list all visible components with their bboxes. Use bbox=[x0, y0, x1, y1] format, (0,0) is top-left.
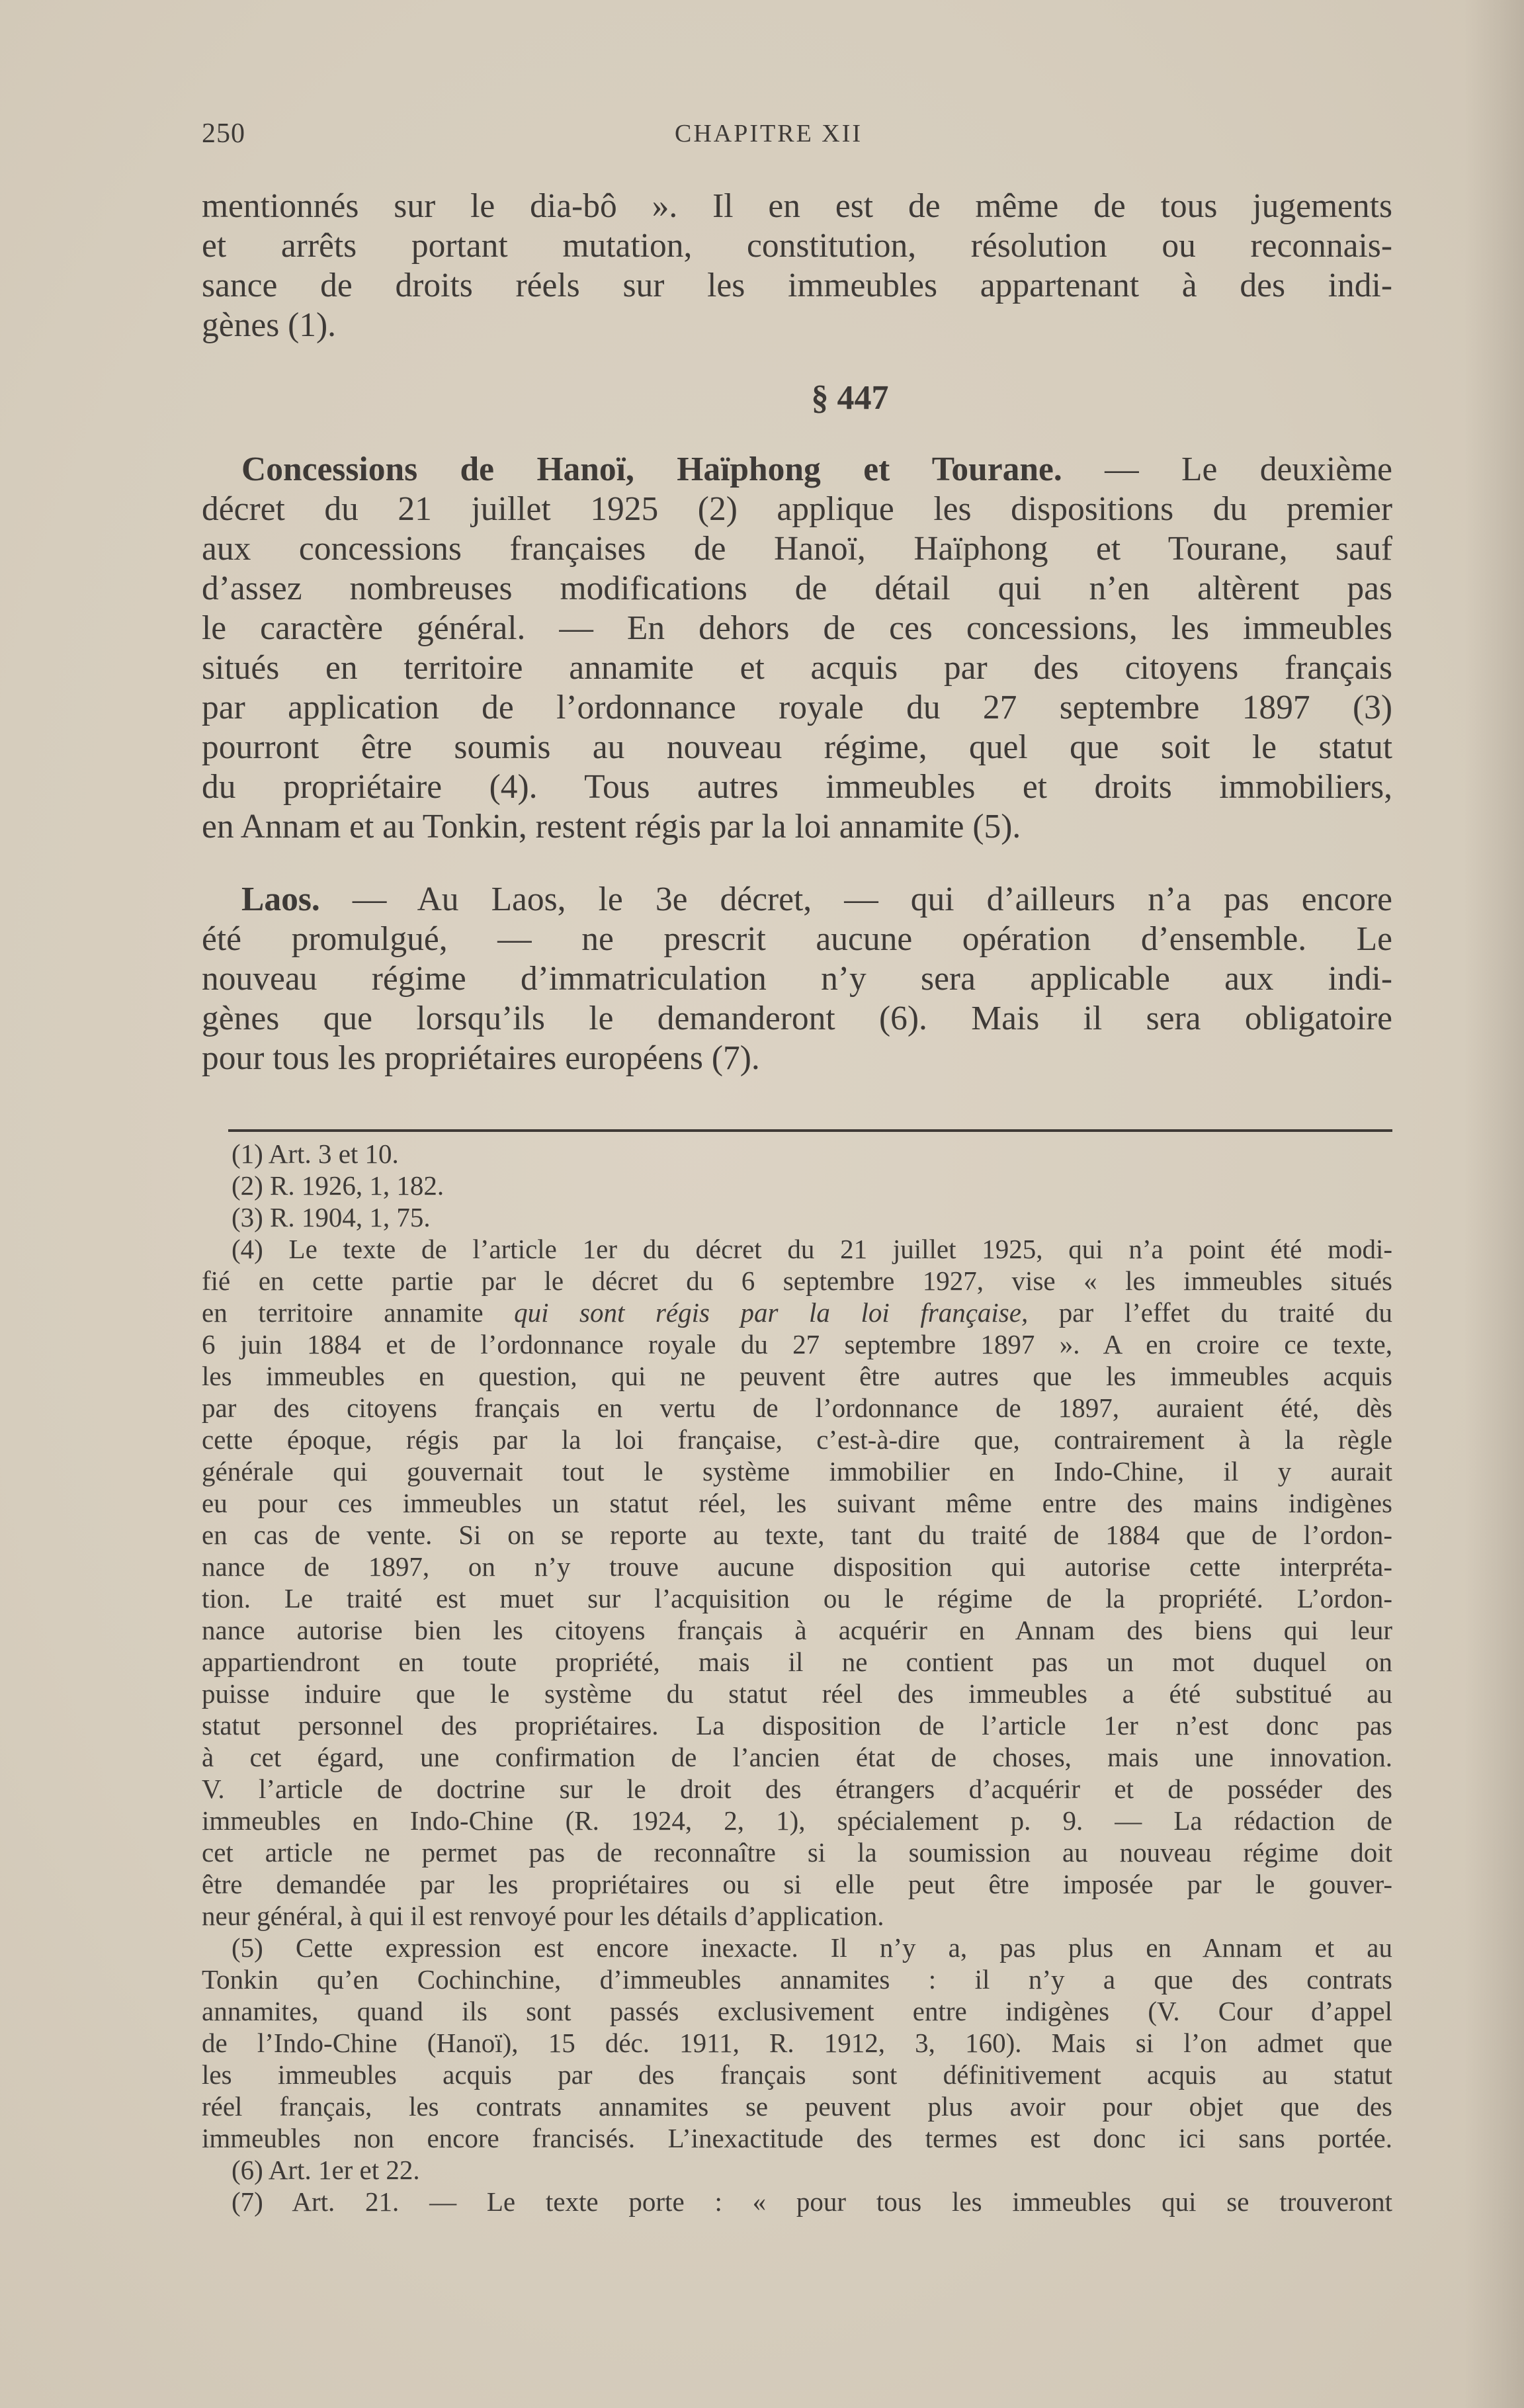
footnote-divider bbox=[228, 1129, 1392, 1132]
footnote-line: appartiendront en toute propriété, mais il ne contient pas un mot duquel on bbox=[202, 1647, 1392, 1677]
text-line: mentionnés sur le dia-bô ». Il en est de même de tous jugements bbox=[202, 187, 1392, 225]
footnote-line: les immeubles acquis par des français sont définitivement acquis au statut bbox=[202, 2059, 1392, 2090]
text-line: aux concessions françaises de Hanoï, Haïphong et Tourane, sauf bbox=[202, 530, 1392, 568]
text-line: d’assez nombreuses modifications de détail qui n’en altèrent pas bbox=[202, 570, 1392, 607]
footnote-line: V. l’article de doctrine sur le droit des étrangers d’acquérir et de posséder des bbox=[202, 1774, 1392, 1804]
italic-span: qui sont régis par la loi française, bbox=[514, 1297, 1029, 1328]
footnote-line: (5) Cette expression est encore inexacte. Il n’y a, pas plus en Annam et au bbox=[232, 1932, 1392, 1963]
text-line: pourront être soumis au nouveau régime, quel que soit le statut bbox=[202, 728, 1392, 766]
footnote-line: nance autorise bien les citoyens français à acquérir en Annam des biens qui leur bbox=[202, 1615, 1392, 1645]
footnote-line: de l’Indo-Chine (Hanoï), 15 déc. 1911, R. 1912, 3, 160). Mais si l’on admet que bbox=[202, 2028, 1392, 2058]
text-line: le caractère général. — En dehors de ces concessions, les immeubles bbox=[202, 609, 1392, 647]
text-line: gènes (1). bbox=[202, 306, 337, 344]
paragraph-continuation bbox=[202, 187, 1392, 345]
text-line: par application de l’ordonnance royale du 27 septembre 1897 (3) bbox=[202, 689, 1392, 726]
text-line bbox=[202, 880, 1392, 920]
footnote-line: 6 juin 1884 et de l’ordonnance royale du 27 septembre 1897 ». A en croire ce texte, bbox=[202, 1329, 1392, 1359]
footnote-1: (1) Art. 3 et 10. bbox=[232, 1139, 399, 1169]
body-text bbox=[202, 187, 1392, 1078]
footnote-line: fié en cette partie par le décret du 6 septembre 1927, vise « les immeubles situés bbox=[202, 1266, 1392, 1296]
text-line: sance de droits réels sur les immeubles appartenant à des indi- bbox=[202, 267, 1392, 304]
text-span: en territoire annamite bbox=[202, 1297, 484, 1328]
footnote-line: (4) Le texte de l’article 1er du décret du 21 juillet 1925, qui n’a point été modi- bbox=[232, 1234, 1392, 1264]
text-line: pour tous les propriétaires européens (7). bbox=[202, 1039, 760, 1077]
text-line: gènes que lorsqu’ils le demanderont (6). Mais il sera obligatoire bbox=[202, 1000, 1392, 1037]
page-number: 250 bbox=[202, 118, 245, 149]
footnote-line: nance de 1897, on n’y trouve aucune disposition qui autorise cette interpréta- bbox=[202, 1551, 1392, 1582]
footnote-line: eu pour ces immeubles un statut réel, les suivant même entre des mains indigènes bbox=[202, 1488, 1392, 1518]
footnote-line: être demandée par les propriétaires ou si elle peut être imposée par le gouver- bbox=[202, 1869, 1392, 1899]
footnote-line: en cas de vente. Si on se reporte au texte, tant du traité de 1884 que de l’ordon- bbox=[202, 1520, 1392, 1550]
page-edge-shadow bbox=[1464, 0, 1524, 2408]
footnote-5 bbox=[202, 1932, 1392, 2154]
footnote-line: les immeubles en question, qui ne peuvent être autres que les immeubles acquis bbox=[202, 1361, 1392, 1391]
paragraph-concessions bbox=[202, 450, 1392, 847]
section-number: § 447 bbox=[811, 379, 889, 417]
footnote-2: (2) R. 1926, 1, 182. bbox=[232, 1170, 444, 1201]
text-line: nouveau régime d’immatriculation n’y sera applicable aux indi- bbox=[202, 960, 1392, 998]
chapter-title: CHAPITRE XII bbox=[675, 120, 863, 148]
footnote-line: neur général, à qui il est renvoyé pour les détails d’application. bbox=[202, 1901, 884, 1931]
footnote-line: puisse induire que le système du statut réel des immeubles a été substitué au bbox=[202, 1678, 1392, 1709]
footnote-line: par des citoyens français en vertu de l’ordonnance de 1897, auraient été, dès bbox=[202, 1393, 1392, 1423]
text-line: et arrêts portant mutation, constitution, résolution ou reconnais- bbox=[202, 227, 1392, 265]
footnote-line: statut personnel des propriétaires. La disposition de l’article 1er n’est donc pas bbox=[202, 1710, 1392, 1741]
text-line: décret du 21 juillet 1925 (2) applique les dispositions du premier bbox=[202, 490, 1392, 528]
footnote-line: réel français, les contrats annamites se peuvent plus avoir pour objet que des bbox=[202, 2091, 1392, 2122]
text-line: été promulgué, — ne prescrit aucune opération d’ensemble. Le bbox=[202, 920, 1392, 958]
footnote-7: (7) Art. 21. — Le texte porte : « pour tous les immeubles qui se trouveront bbox=[232, 2186, 1392, 2217]
footnote-line: tion. Le traité est muet sur l’acquisition ou le régime de la propriété. L’ordon- bbox=[202, 1583, 1392, 1613]
footnote-line bbox=[202, 1297, 1392, 1328]
footnote-line: annamites, quand ils sont passés exclusivement entre indigènes (V. Cour d’appel bbox=[202, 1996, 1392, 2026]
text-span: par l’effet du traité du bbox=[1058, 1297, 1393, 1328]
running-header bbox=[202, 118, 1392, 157]
footnote-line: Tonkin qu’en Cochinchine, d’immeubles annamites : il n’y a que des contrats bbox=[202, 1964, 1392, 1995]
footnote-3: (3) R. 1904, 1, 75. bbox=[232, 1202, 431, 1232]
paragraph-laos bbox=[202, 880, 1392, 1078]
footnote-4 bbox=[202, 1233, 1392, 1932]
footnote-line: cet article ne permet pas de reconnaître si la soumission au nouveau régime doit bbox=[202, 1837, 1392, 1868]
paragraph-heading: Laos. bbox=[241, 881, 320, 918]
text-line: situés en territoire annamite et acquis par des citoyens français bbox=[202, 649, 1392, 687]
footnote-6: (6) Art. 1er et 22. bbox=[232, 2155, 420, 2185]
footnote-line: générale qui gouvernait tout le système immobilier en Indo-Chine, il y aurait bbox=[202, 1456, 1392, 1486]
text-line: en Annam et au Tonkin, restent régis par la loi annamite (5). bbox=[202, 808, 1021, 845]
footnote-line: cette époque, régis par la loi française, c’est-à-dire que, contrairement à la règle bbox=[202, 1424, 1392, 1455]
text-span: — Au Laos, le 3e décret, — qui d’ailleurs n’a pas encore bbox=[319, 881, 1392, 918]
text-line: du propriétaire (4). Tous autres immeubles et droits immobiliers, bbox=[202, 768, 1392, 806]
footnote-line: immeubles en Indo-Chine (R. 1924, 2, 1), spécialement p. 9. — La rédaction de bbox=[202, 1805, 1392, 1836]
text-span: — Le deuxième bbox=[1062, 451, 1392, 488]
footnotes bbox=[202, 1138, 1392, 2217]
paragraph-gap bbox=[202, 847, 1392, 880]
footnote-line: immeubles non encore francisés. L’inexactitude des termes est donc ici sans portée. bbox=[202, 2123, 1392, 2153]
paragraph-heading: Concessions de Hanoï, Haïphong et Tourane. bbox=[241, 451, 1062, 488]
footnote-line: à cet égard, une confirmation de l’ancien état de choses, mais une innovation. bbox=[202, 1742, 1392, 1772]
text-line bbox=[202, 450, 1392, 490]
